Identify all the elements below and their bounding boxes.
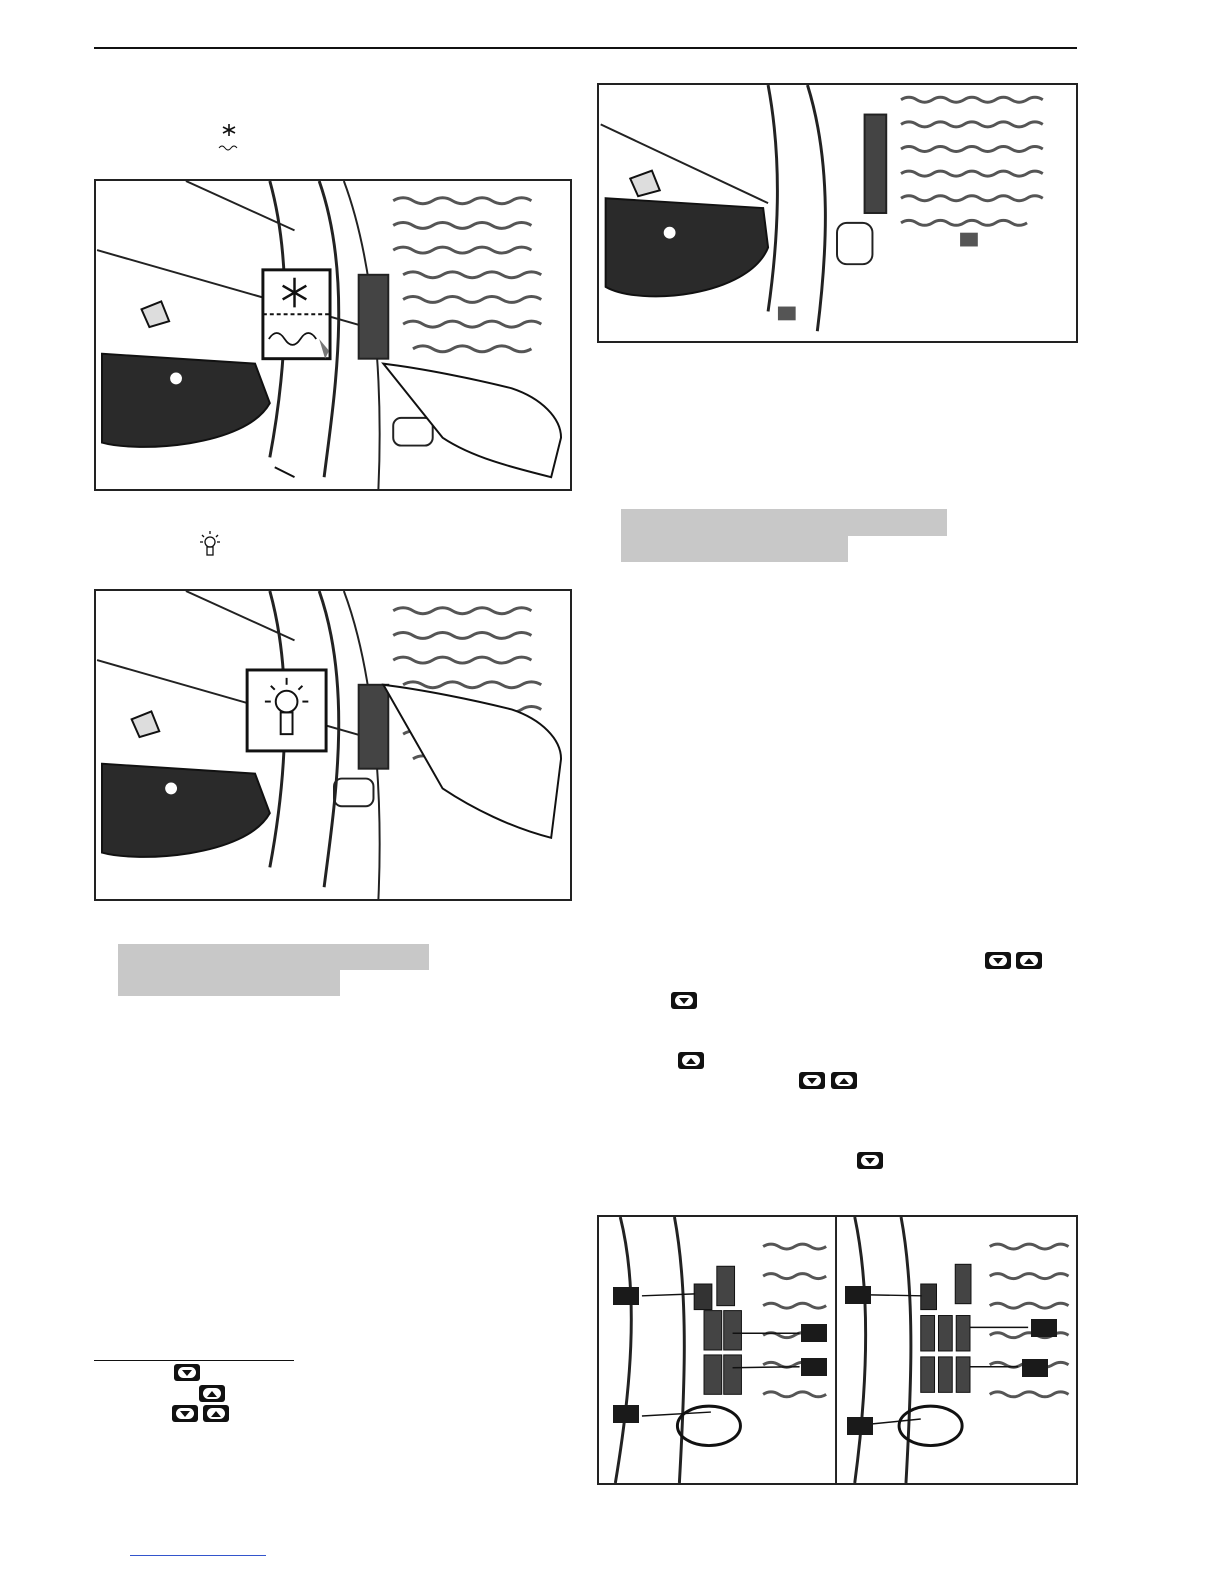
down-arrow-button-icon bbox=[671, 992, 697, 1009]
down-arrow-button-icon bbox=[174, 1364, 200, 1381]
callout-marker bbox=[613, 1287, 639, 1305]
callout-marker bbox=[1022, 1359, 1048, 1377]
header-rule bbox=[94, 47, 1077, 49]
footnote-rule bbox=[94, 1360, 294, 1361]
figure-control-panels bbox=[597, 1215, 1078, 1485]
footer-link-underline[interactable] bbox=[130, 1555, 266, 1556]
up-arrow-button-icon bbox=[199, 1385, 225, 1402]
snowflake-icon bbox=[216, 122, 242, 152]
callout-marker bbox=[801, 1358, 827, 1376]
highlight-bar bbox=[118, 970, 340, 996]
figure-machine-side bbox=[597, 83, 1078, 343]
callout-marker bbox=[847, 1417, 873, 1435]
up-arrow-button-icon bbox=[203, 1405, 229, 1422]
up-arrow-button-icon bbox=[678, 1052, 704, 1069]
callout-marker bbox=[801, 1324, 827, 1342]
callout-marker bbox=[845, 1286, 871, 1304]
callout-marker bbox=[1031, 1319, 1057, 1337]
callout-marker bbox=[613, 1405, 639, 1423]
up-arrow-button-icon bbox=[1016, 952, 1042, 969]
lightbulb-icon bbox=[196, 530, 224, 560]
figure-light-button bbox=[94, 589, 572, 901]
highlight-bar bbox=[118, 944, 429, 970]
down-arrow-button-icon bbox=[799, 1072, 825, 1089]
up-arrow-button-icon bbox=[831, 1072, 857, 1089]
down-arrow-button-icon bbox=[985, 952, 1011, 969]
figure-cold-button bbox=[94, 179, 572, 491]
down-arrow-button-icon bbox=[857, 1152, 883, 1169]
highlight-bar bbox=[621, 509, 947, 536]
highlight-bar bbox=[621, 536, 848, 562]
down-arrow-button-icon bbox=[172, 1405, 198, 1422]
